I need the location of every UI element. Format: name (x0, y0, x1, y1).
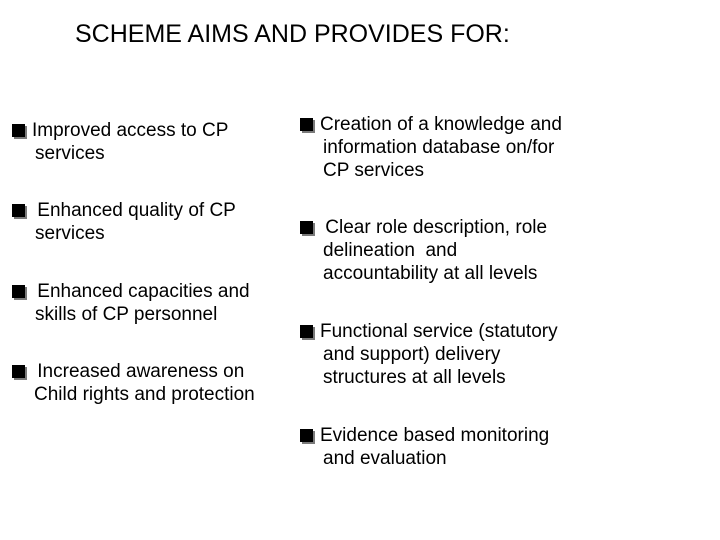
checkbox-square-icon (12, 124, 25, 137)
bullet-text-line: Enhanced quality of CP (32, 200, 236, 221)
bullet-text-line: CP services (323, 160, 425, 181)
bullet-text-line: information database on/for (323, 137, 555, 158)
bullet-text-line: Increased awareness on (32, 361, 245, 382)
checkbox-square-icon (300, 221, 313, 234)
bullet-text-line: skills of CP personnel (35, 304, 218, 325)
checkbox-square-icon (300, 429, 313, 442)
bullet-evidence-monitoring (300, 424, 549, 470)
checkbox-square-icon (12, 365, 25, 378)
bullet-text-line: Creation of a knowledge and (320, 114, 562, 135)
bullet-text-line: Functional service (statutory (320, 321, 558, 342)
bullet-text-line: Clear role description, role (320, 217, 548, 238)
bullet-functional-service (300, 320, 558, 389)
checkbox-square-icon (300, 118, 313, 131)
bullet-text-line: and support) delivery (323, 344, 501, 365)
bullet-clear-role (300, 216, 547, 285)
checkbox-square-icon (12, 204, 25, 217)
bullet-increased-awareness (12, 360, 255, 406)
bullet-knowledge-database (300, 113, 562, 182)
bullet-text-line: Evidence based monitoring (320, 425, 550, 446)
bullet-improved-access (12, 119, 228, 165)
bullet-enhanced-quality (12, 199, 236, 245)
slide-title: SCHEME AIMS AND PROVIDES FOR: (75, 20, 510, 48)
checkbox-square-icon (300, 325, 313, 338)
bullet-text-line: accountability at all levels (323, 263, 538, 284)
bullet-text-line: delineation and (323, 240, 458, 261)
bullet-text-line: and evaluation (323, 448, 447, 469)
bullet-enhanced-capacities (12, 280, 250, 326)
bullet-text-line: Improved access to CP (32, 120, 229, 141)
bullet-text-line: structures at all levels (323, 367, 506, 388)
checkbox-square-icon (12, 285, 25, 298)
bullet-text-line: Enhanced capacities and (32, 281, 250, 302)
bullet-text-line: services (35, 143, 105, 164)
bullet-text-line: services (35, 223, 105, 244)
bullet-text-line: Child rights and protection (34, 384, 255, 405)
